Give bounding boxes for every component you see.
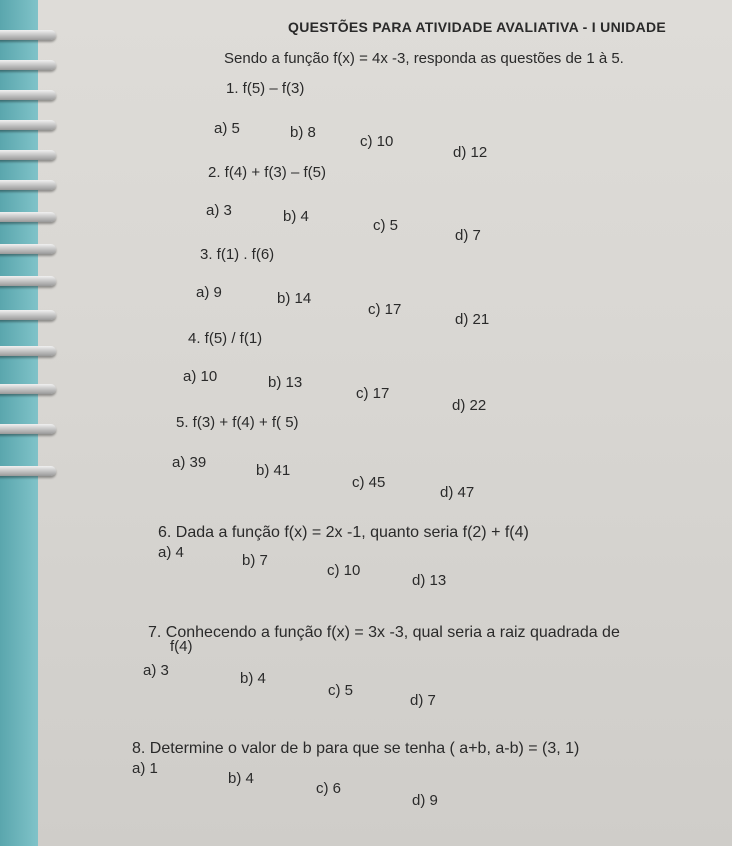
q7-option-c: c) 5 (328, 682, 354, 699)
worksheet-title: QUESTÕES PARA ATIVIDADE AVALIATIVA - I UNIDADE (288, 19, 667, 35)
question-5-stem: 5. f(3) + f(4) + f( 5) (176, 414, 299, 431)
q1-option-a: a) 5 (214, 120, 240, 137)
q2-option-b: b) 4 (283, 208, 309, 225)
spiral-ring (0, 120, 56, 130)
spiral-ring (0, 30, 56, 40)
intro-text: Sendo a função f(x) = 4x -3, responda as questões de 1 à 5. (224, 50, 624, 67)
q5-option-c: c) 45 (352, 474, 386, 491)
q3-option-a: a) 9 (196, 284, 222, 301)
q6-option-d: d) 13 (412, 572, 447, 589)
spiral-ring (0, 244, 56, 254)
q8-option-c: c) 6 (316, 780, 342, 797)
spiral-ring (0, 180, 56, 190)
spiral-ring (0, 346, 56, 356)
question-7-stem: 7. Conhecendo a função f(x) = 3x -3, qual seria a raiz quadrada de (148, 624, 620, 641)
q8-option-a: a) 1 (132, 760, 158, 777)
worksheet-page (38, 0, 732, 846)
q7-option-b: b) 4 (240, 670, 266, 687)
q1-option-c: c) 10 (360, 133, 394, 150)
q4-option-d: d) 22 (452, 397, 487, 414)
spiral-ring (0, 212, 56, 222)
q7-option-a: a) 3 (143, 662, 169, 679)
spiral-ring (0, 384, 56, 394)
q4-option-b: b) 13 (268, 374, 303, 391)
q1-option-b: b) 8 (290, 124, 316, 141)
q8-option-d: d) 9 (412, 792, 438, 809)
q3-option-c: c) 17 (368, 301, 402, 318)
q4-option-a: a) 10 (183, 368, 218, 385)
q6-option-b: b) 7 (242, 552, 268, 569)
q5-option-a: a) 39 (172, 454, 207, 471)
q2-option-c: c) 5 (373, 217, 399, 234)
q1-option-d: d) 12 (453, 144, 488, 161)
question-2-stem: 2. f(4) + f(3) – f(5) (208, 164, 326, 181)
spiral-ring (0, 424, 56, 434)
q6-option-c: c) 10 (327, 562, 361, 579)
question-8-stem: 8. Determine o valor de b para que se tenha ( a+b, a-b) = (3, 1) (132, 740, 580, 757)
q7-option-d: d) 7 (410, 692, 436, 709)
q3-option-d: d) 21 (455, 311, 490, 328)
spiral-ring (0, 150, 56, 160)
question-6-stem: 6. Dada a função f(x) = 2x -1, quanto seria f(2) + f(4) (158, 524, 529, 541)
question-1-stem: 1. f(5) – f(3) (226, 80, 305, 97)
spiral-ring (0, 276, 56, 286)
q6-option-a: a) 4 (158, 544, 184, 561)
spiral-ring (0, 466, 56, 476)
spiral-ring (0, 310, 56, 320)
spiral-ring (0, 90, 56, 100)
q8-option-b: b) 4 (228, 770, 254, 787)
q3-option-b: b) 14 (277, 290, 312, 307)
q2-option-a: a) 3 (206, 202, 232, 219)
spiral-ring (0, 60, 56, 70)
question-7-stem-continuation: f(4) (170, 638, 193, 655)
q5-option-d: d) 47 (440, 484, 475, 501)
question-3-stem: 3. f(1) . f(6) (200, 246, 275, 263)
question-4-stem: 4. f(5) / f(1) (188, 330, 263, 347)
q2-option-d: d) 7 (455, 227, 481, 244)
q4-option-c: c) 17 (356, 385, 390, 402)
q5-option-b: b) 41 (256, 462, 291, 479)
